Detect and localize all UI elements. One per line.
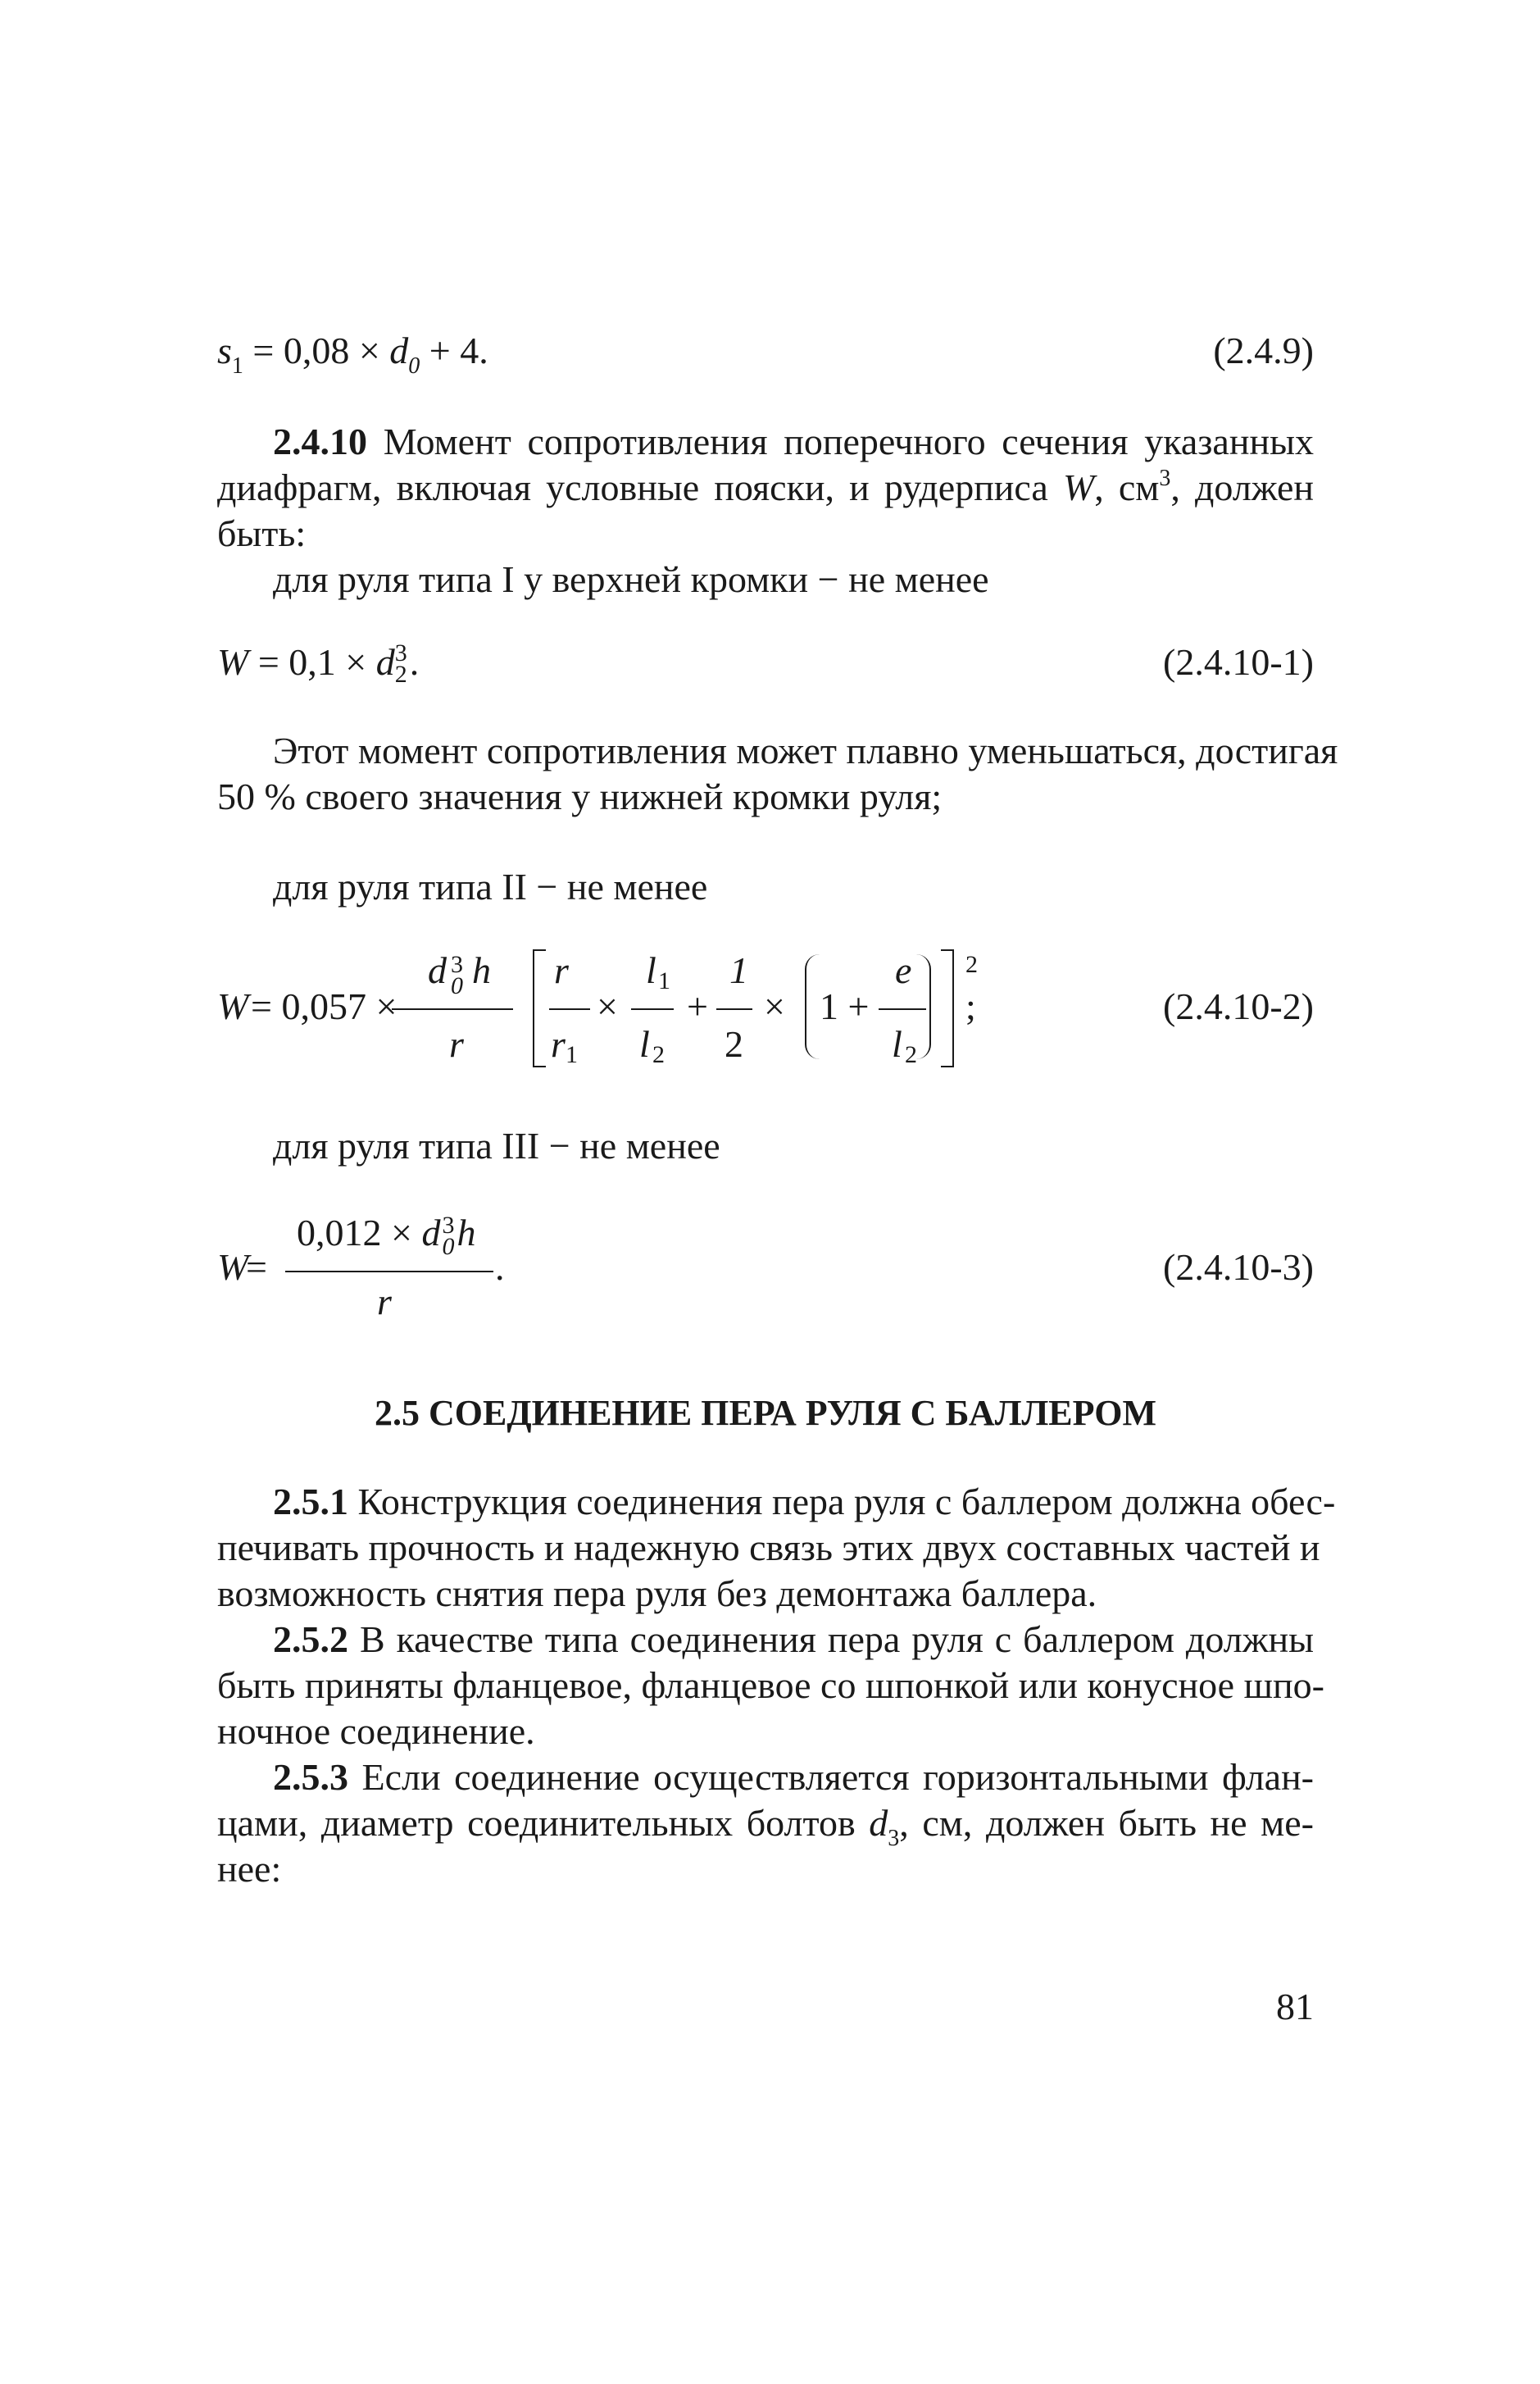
num-h: h — [472, 949, 491, 991]
paragraph-2-5-3-line1 — [273, 1754, 1314, 1800]
paragraph-2-5-1-line3: возможность снятия пера руля без демонтажа баллера. — [217, 1572, 1097, 1614]
period: . — [495, 1246, 505, 1288]
eq-text: = 0,1 × — [248, 641, 376, 683]
paragraph-2-4-10-line4: для руля типа I у верхней кромки − не менее — [273, 558, 989, 600]
f2-num-l: l — [646, 949, 656, 991]
paragraph-moment-line1: Этот момент сопротивления может плавно уменьшаться, достигая — [273, 730, 1338, 771]
text: , см, должен быть не ме- — [899, 1802, 1314, 1844]
var-d: d — [375, 641, 395, 683]
f1-den-sub-1: 1 — [566, 1041, 578, 1068]
f3-num: 1 — [729, 949, 748, 991]
f2-den-l: l — [639, 1023, 650, 1065]
type-2-line: для руля типа II − не менее — [273, 866, 708, 908]
paragraph-2-5-3-line2 — [217, 1800, 1314, 1852]
equation-number: (2.4.10-3) — [1163, 1246, 1314, 1288]
text: Момент сопротивления поперечного сечения указанных — [367, 421, 1314, 462]
num-sup-3: 3 — [451, 951, 463, 978]
num-sub-0: 0 — [442, 1233, 455, 1260]
one-plus: 1 + — [820, 985, 870, 1027]
right-paren — [916, 954, 931, 1059]
f2-den-sub-2: 2 — [652, 1041, 665, 1068]
text: , см — [1094, 466, 1160, 508]
paragraph-2-5-2-line3: ночное соединение. — [217, 1710, 535, 1752]
equation-number: (2.4.9) — [1213, 330, 1314, 371]
f1-den-r: r — [551, 1023, 566, 1065]
f3-den: 2 — [725, 1023, 743, 1065]
num-sub-0: 0 — [451, 972, 463, 999]
sub-2: 2 — [394, 661, 407, 688]
paragraph-2-5-1-line2: печивать прочность и надежную связь этих двух составных частей и — [217, 1526, 1320, 1568]
page-number: 81 — [1276, 1986, 1314, 2027]
num-sup-3: 3 — [442, 1212, 455, 1239]
section-heading-2-5: 2.5 СОЕДИНЕНИЕ ПЕРА РУЛЯ С БАЛЛЕРОМ — [375, 1393, 1156, 1433]
text: , должен — [1170, 466, 1314, 508]
num-h: h — [457, 1212, 476, 1253]
paragraph-2-5-1-line1 — [273, 1479, 1336, 1525]
sub-1: 1 — [231, 353, 243, 379]
text: Если соединение осуществляется горизонтальными флан- — [348, 1756, 1314, 1798]
outer-sup-2: 2 — [965, 951, 978, 978]
var-w: W — [217, 985, 249, 1027]
numerator — [297, 1210, 476, 1260]
var-w: W — [1062, 466, 1095, 508]
times: × — [597, 985, 618, 1027]
var-d: d — [389, 330, 409, 371]
left-bracket — [533, 949, 546, 1067]
text: Конструкция соединения пера руля с баллером должна обес- — [348, 1481, 1336, 1522]
text: цами, диаметр соединительных болтов — [217, 1802, 870, 1844]
fraction-bar — [631, 1008, 674, 1010]
clause-label: 2.5.3 — [273, 1756, 348, 1798]
equals: = — [246, 1246, 267, 1288]
equation-2-4-10-1 — [217, 639, 420, 688]
fraction-bar — [392, 1008, 513, 1010]
equation-2-4-9 — [217, 328, 488, 380]
paragraph-2-5-2-line2: быть приняты фланцевое, фланцевое со шпонкой или конусное шпо- — [217, 1664, 1324, 1706]
clause-label: 2.4.10 — [273, 421, 367, 462]
den-r: r — [449, 1023, 464, 1065]
var-w: W — [217, 641, 249, 683]
paragraph-2-5-2-line1 — [273, 1617, 1314, 1663]
var-w: W — [217, 1246, 249, 1288]
f1-num-r: r — [554, 949, 569, 991]
var-d: d — [869, 1802, 888, 1844]
left-paren — [805, 954, 820, 1059]
text: диафрагм, включая условные пояски, и рудерписа — [217, 466, 1063, 508]
times: × — [764, 985, 785, 1027]
var-s: s — [217, 330, 232, 371]
eq-text: + 4. — [420, 330, 488, 371]
sup-3: 3 — [394, 639, 407, 667]
eq-text: . — [409, 641, 420, 683]
f4-den-sub-2: 2 — [905, 1041, 917, 1068]
type-3-line: для руля типа III − не менее — [273, 1125, 720, 1167]
paragraph-2-4-10-line1 — [273, 419, 1314, 465]
sub-0: 0 — [408, 353, 420, 379]
fraction-bar — [285, 1271, 493, 1272]
clause-label: 2.5.1 — [273, 1481, 348, 1522]
semicolon: ; — [965, 985, 976, 1027]
fraction-bar — [549, 1008, 590, 1010]
eq-text: = 0,08 × — [243, 330, 390, 371]
f2-num-sub-1: 1 — [658, 967, 670, 994]
f4-den-l: l — [892, 1023, 902, 1065]
text: В качестве типа соединения пера руля с баллером должны — [348, 1618, 1314, 1660]
equation-number: (2.4.10-1) — [1163, 641, 1314, 683]
den-r: r — [377, 1281, 392, 1322]
num-text: 0,012 × — [297, 1212, 422, 1253]
clause-label: 2.5.2 — [273, 1618, 348, 1660]
paragraph-2-4-10-line3: быть: — [217, 512, 307, 554]
num-d: d — [421, 1212, 441, 1253]
sub-3: 3 — [888, 1826, 900, 1851]
right-bracket — [941, 949, 954, 1067]
paragraph-2-5-3-line3: нее: — [217, 1848, 282, 1890]
sup-3: 3 — [1159, 466, 1171, 491]
num-d: d — [428, 949, 447, 991]
f4-num-e: e — [895, 949, 912, 991]
equation-number: (2.4.10-2) — [1163, 985, 1314, 1027]
paragraph-moment-line2: 50 % своего значения у нижней кромки руля; — [217, 776, 943, 817]
paragraph-2-4-10-line2 — [217, 465, 1314, 516]
fraction-bar — [716, 1008, 752, 1010]
plus: + — [687, 985, 708, 1027]
coefficient: = 0,057 × — [251, 985, 397, 1027]
